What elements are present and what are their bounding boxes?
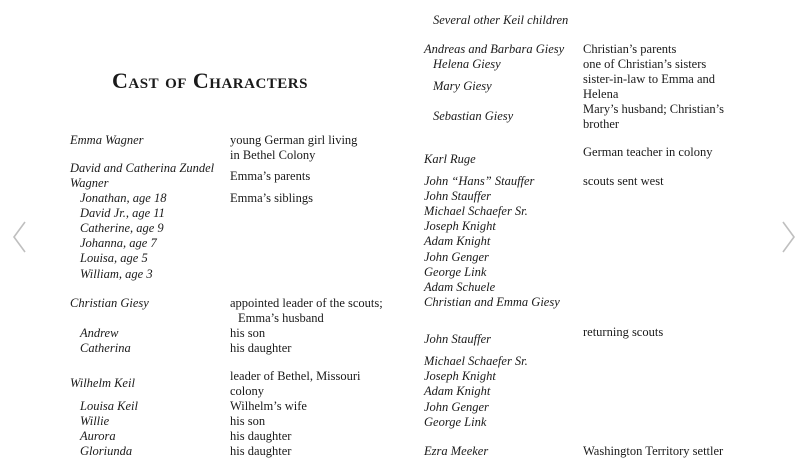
character-name: Louisa, age 5: [80, 251, 148, 265]
character-description: his son: [230, 414, 266, 428]
character-name: Jonathan, age 18: [80, 191, 167, 205]
previous-page-button[interactable]: [10, 220, 30, 254]
character-description: scouts sent west: [583, 174, 664, 188]
character-name: Several other Keil children: [433, 13, 569, 27]
character-name: Helena Giesy: [433, 57, 501, 71]
character-description: German teacher in colony: [583, 145, 713, 159]
character-description: young German girl living: [230, 133, 358, 147]
character-name: Andrew: [80, 326, 119, 340]
character-description: colony: [230, 384, 265, 398]
character-name: Andreas and Barbara Giesy: [424, 42, 565, 56]
character-description: Christian’s parents: [583, 42, 677, 56]
character-name: Michael Schaefer Sr.: [424, 354, 528, 368]
character-description: Helena: [583, 87, 619, 101]
character-description: Emma’s husband: [238, 311, 324, 325]
character-description: leader of Bethel, Missouri: [230, 369, 361, 383]
character-description: Washington Territory settler: [583, 444, 724, 458]
character-description: his daughter: [230, 341, 292, 355]
character-name: Michael Schaefer Sr.: [424, 204, 528, 218]
character-name: Catherine, age 9: [80, 221, 164, 235]
character-name: John Genger: [424, 250, 489, 264]
chevron-left-icon: [10, 220, 30, 254]
character-name: Aurora: [80, 429, 116, 443]
character-description: Emma’s parents: [230, 169, 311, 183]
character-description: his daughter: [230, 429, 292, 443]
character-description: brother: [583, 117, 620, 131]
character-name: Gloriunda: [80, 444, 133, 458]
page-title: Cast of Characters: [112, 68, 308, 93]
character-name: Emma Wagner: [70, 133, 144, 147]
character-name: Adam Knight: [424, 384, 491, 398]
character-name: Johanna, age 7: [80, 236, 157, 250]
character-description: Mary’s husband; Christian’s: [583, 102, 724, 116]
character-name: John Stauffer: [424, 189, 492, 203]
character-name: John “Hans” Stauffer: [424, 174, 535, 188]
character-name: Wilhelm Keil: [70, 376, 135, 390]
character-name: Christian Giesy: [70, 296, 149, 310]
character-name: Adam Knight: [424, 234, 491, 248]
character-description: returning scouts: [583, 325, 664, 339]
character-description: in Bethel Colony: [230, 148, 316, 162]
character-name: Joseph Knight: [424, 369, 496, 383]
character-name: Joseph Knight: [424, 219, 496, 233]
character-name: John Genger: [424, 400, 489, 414]
character-description: sister-in-law to Emma and: [583, 72, 716, 86]
character-name: Christian and Emma Giesy: [424, 295, 560, 309]
character-name: Louisa Keil: [80, 399, 138, 413]
character-name: Sebastian Giesy: [433, 109, 514, 123]
character-description: Wilhelm’s wife: [230, 399, 307, 413]
character-name: Wagner: [70, 176, 109, 190]
character-name: Catherina: [80, 341, 131, 355]
character-name: Adam Schuele: [424, 280, 496, 294]
character-description: his son: [230, 326, 266, 340]
character-description: his daughter: [230, 444, 292, 458]
character-description: Emma’s siblings: [230, 191, 313, 205]
character-name: John Stauffer: [424, 332, 492, 346]
character-name: Willie: [80, 414, 110, 428]
character-name: George Link: [424, 415, 487, 429]
character-name: George Link: [424, 265, 487, 279]
character-name: Ezra Meeker: [424, 444, 489, 458]
character-name: David and Catherina Zundel: [70, 161, 215, 175]
character-name: David Jr., age 11: [80, 206, 165, 220]
character-name: Karl Ruge: [424, 152, 476, 166]
chevron-right-icon: [778, 220, 798, 254]
character-description: appointed leader of the scouts;: [230, 296, 383, 310]
character-description: one of Christian’s sisters: [583, 57, 707, 71]
character-name: William, age 3: [80, 267, 153, 281]
character-name: Mary Giesy: [433, 79, 492, 93]
next-page-button[interactable]: [778, 220, 798, 254]
